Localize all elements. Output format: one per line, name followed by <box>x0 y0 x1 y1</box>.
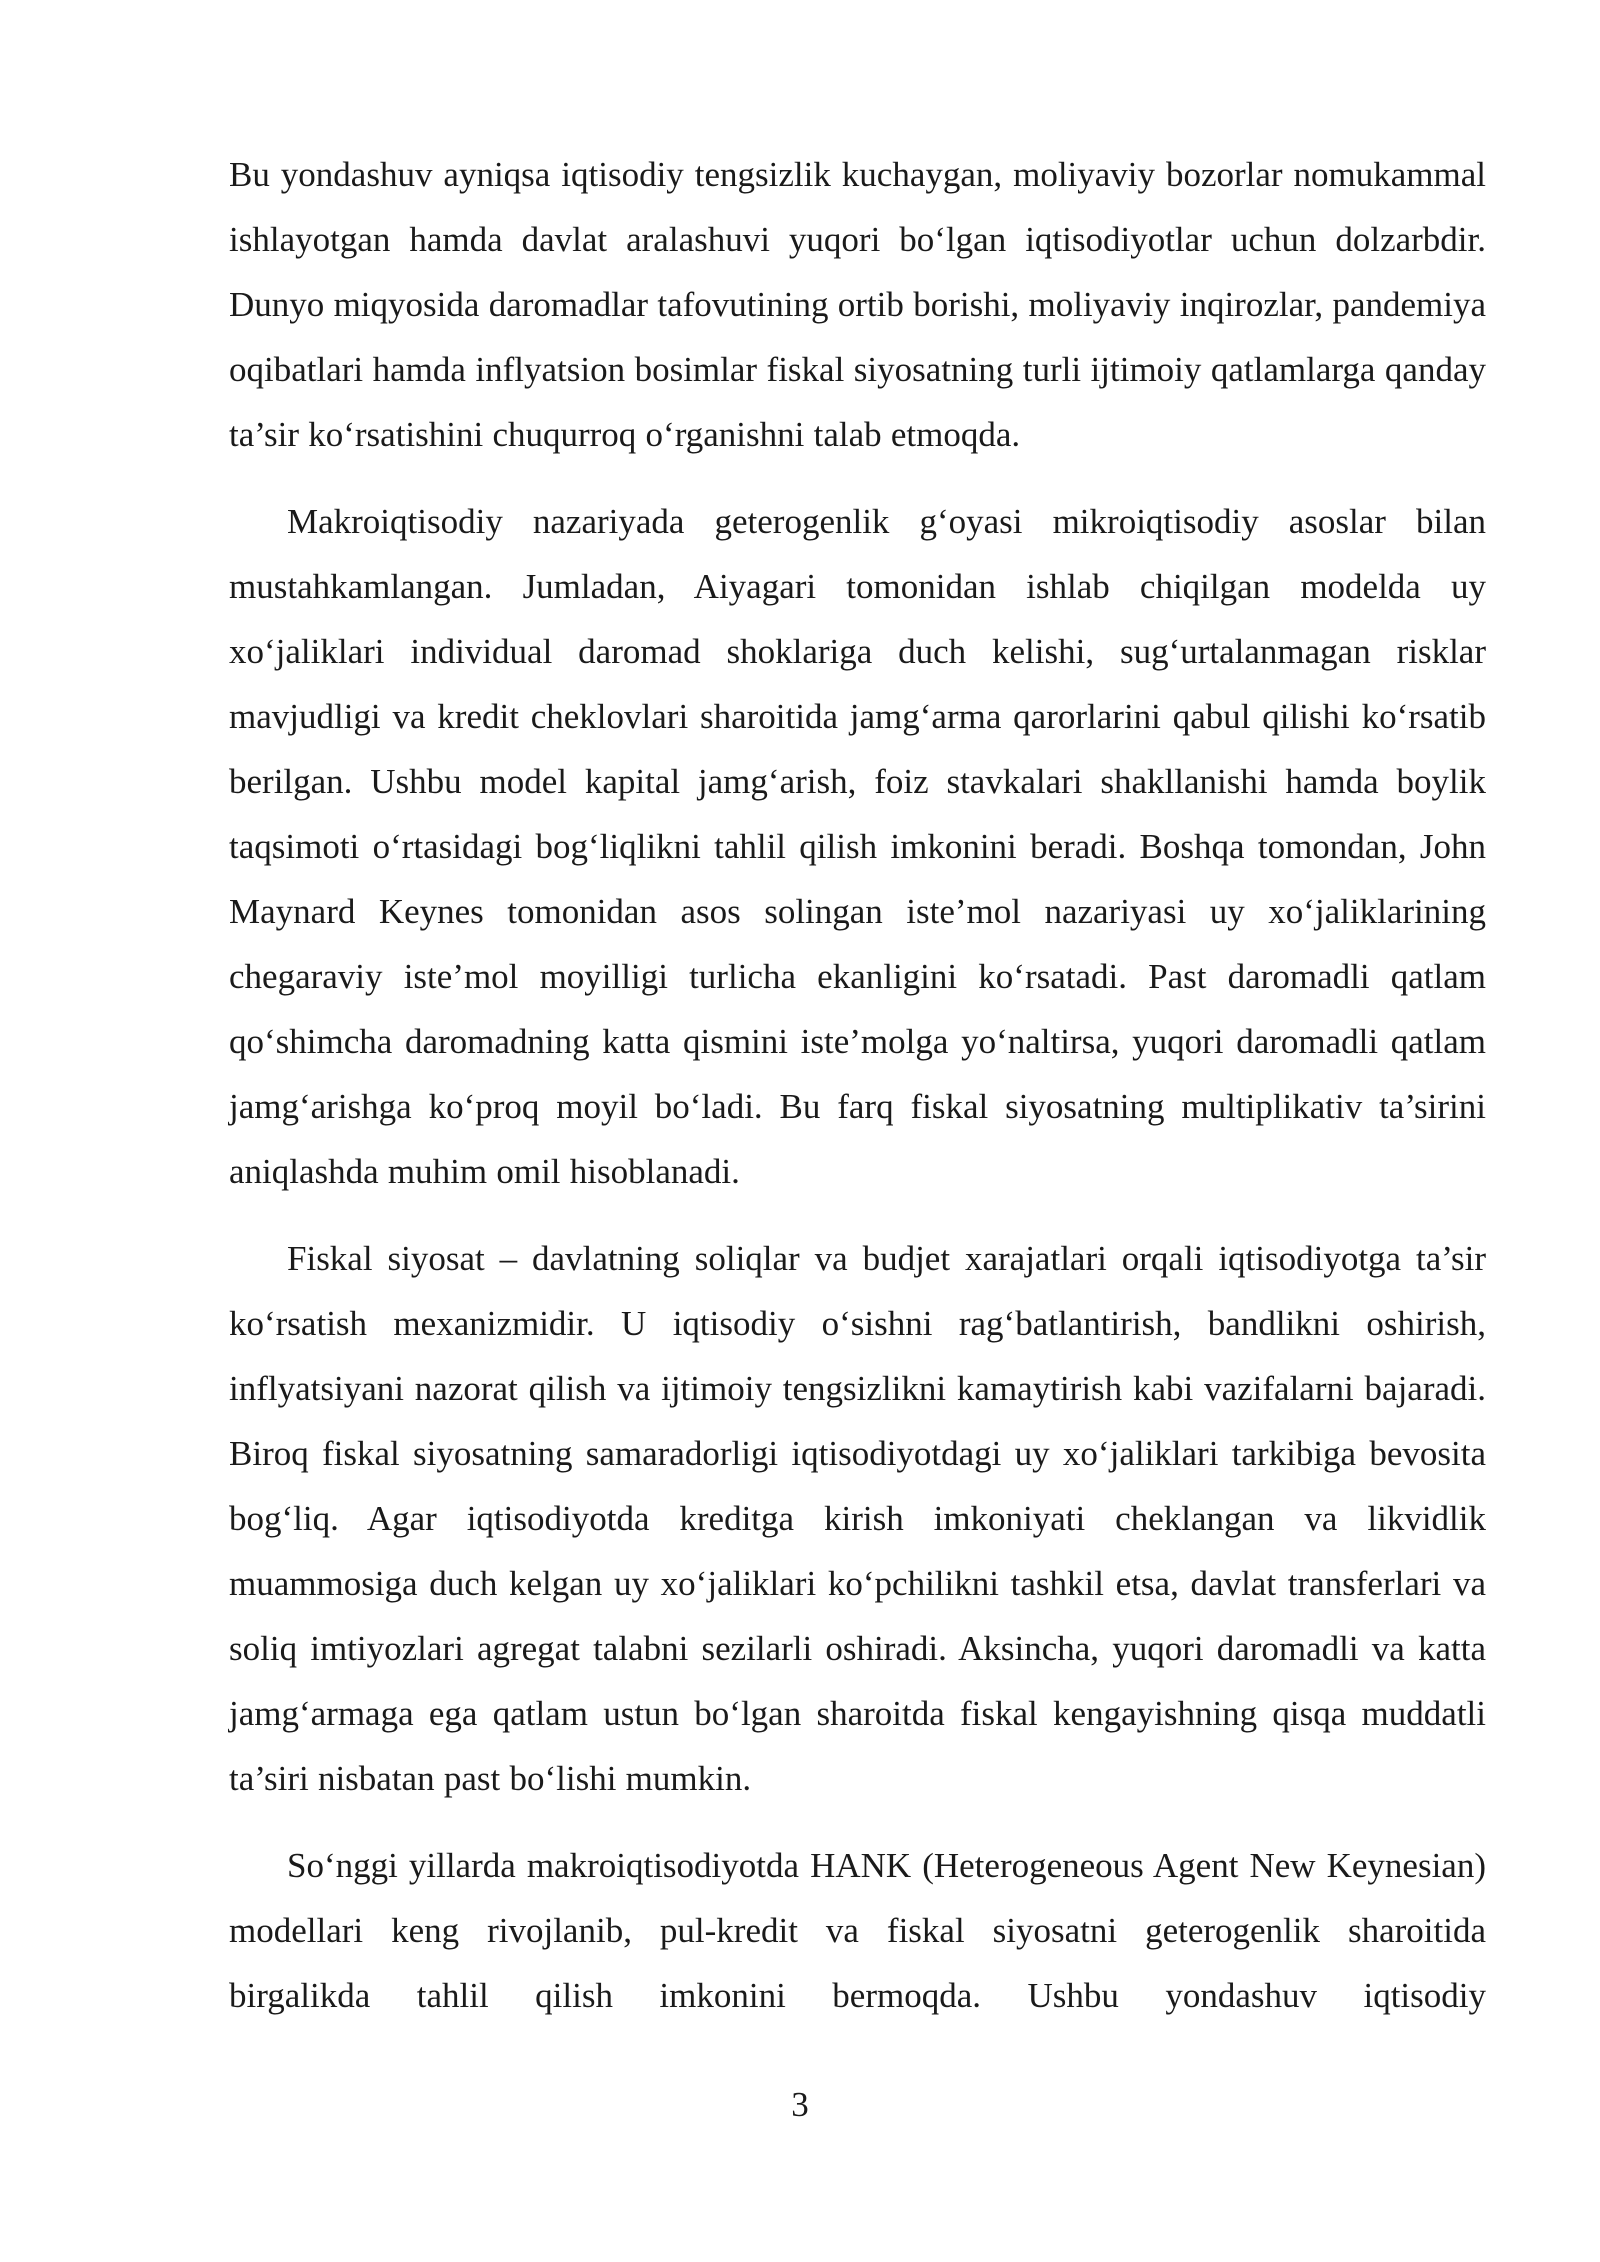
body-text <box>229 142 1486 2028</box>
paragraph-4: So‘nggi yillarda makroiqtisodiyotda HANK (Heterogeneous Agent New Keynesian) modellari keng rivojlanib, pul-kredit va fiskal siyosatni geterogenlik sharoitida birgalikda tahlil qilish imkonini bermoqda. Ushbu yondashuv iqtisodiy <box>229 1846 1486 2015</box>
paragraph-1: Bu yondashuv ayniqsa iqtisodiy tengsizlik kuchaygan, moliyaviy bozorlar nomukammal ishlayotgan hamda davlat aralashuvi yuqori bo‘lgan iqtisodiyotlar uchun dolzarbdir. Dunyo miqyosida daromadlar tafovutining ortib borishi, moliyaviy inqirozlar, pandemiya oqibatlari hamda inflyatsion bosimlar fiskal siyosatning turli ijtimoiy qatlamlarga qanday ta’sir ko‘rsatishini chuqurroq o‘rganishni talab etmoqda. <box>229 155 1486 454</box>
paragraph-2: Makroiqtisodiy nazariyada geterogenlik g‘oyasi mikroiqtisodiy asoslar bilan mustahkamlangan. Jumladan, Aiyagari tomonidan ishlab chiqilgan modelda uy xo‘jaliklari individual daromad shoklariga duch kelishi, sug‘urtalanmagan risklar mavjudligi va kredit cheklovlari sharoitida jamg‘arma qarorlarini qabul qilishi ko‘rsatib berilgan. Ushbu model kapital jamg‘arish, foiz stavkalari shakllanishi hamda boylik taqsimoti o‘rtasidagi bog‘liqlikni tahlil qilish imkonini beradi. Boshqa tomondan, John Maynard Keynes tomonidan asos solingan iste’mol nazariyasi uy xo‘jaliklarining chegaraviy iste’mol moyilligi turlicha ekanligini ko‘rsatadi. Past daromadli qatlam qo‘shimcha daromadning katta qismini iste’molga yo‘naltirsa, yuqori daromadli qatlam jamg‘arishga ko‘proq moyil bo‘ladi. Bu farq fiskal siyosatning multiplikativ ta’sirini aniqlashda muhim omil hisoblanadi. <box>229 502 1486 1191</box>
paragraph-3: Fiskal siyosat – davlatning soliqlar va budjet xarajatlari orqali iqtisodiyotga ta’sir ko‘rsatish mexanizmidir. U iqtisodiy o‘sishni rag‘batlantirish, bandlikni oshirish, inflyatsiyani nazorat qilish va ijtimoiy tengsizlikni kamaytirish kabi vazifalarni bajaradi. Biroq fiskal siyosatning samaradorligi iqtisodiyotdagi uy xo‘jaliklari tarkibiga bevosita bog‘liq. Agar iqtisodiyotda kreditga kirish imkoniyati cheklangan va likvidlik muammosiga duch kelgan uy xo‘jaliklari ko‘pchilikni tashkil etsa, davlat transferlari va soliq imtiyozlari agregat talabni sezilarli oshiradi. Aksincha, yuqori daromadli va katta jamg‘armaga ega qatlam ustun bo‘lgan sharoitda fiskal kengayishning qisqa muddatli ta’siri nisbatan past bo‘lishi mumkin. <box>229 1239 1486 1798</box>
page-number: 3 <box>791 2085 809 2124</box>
